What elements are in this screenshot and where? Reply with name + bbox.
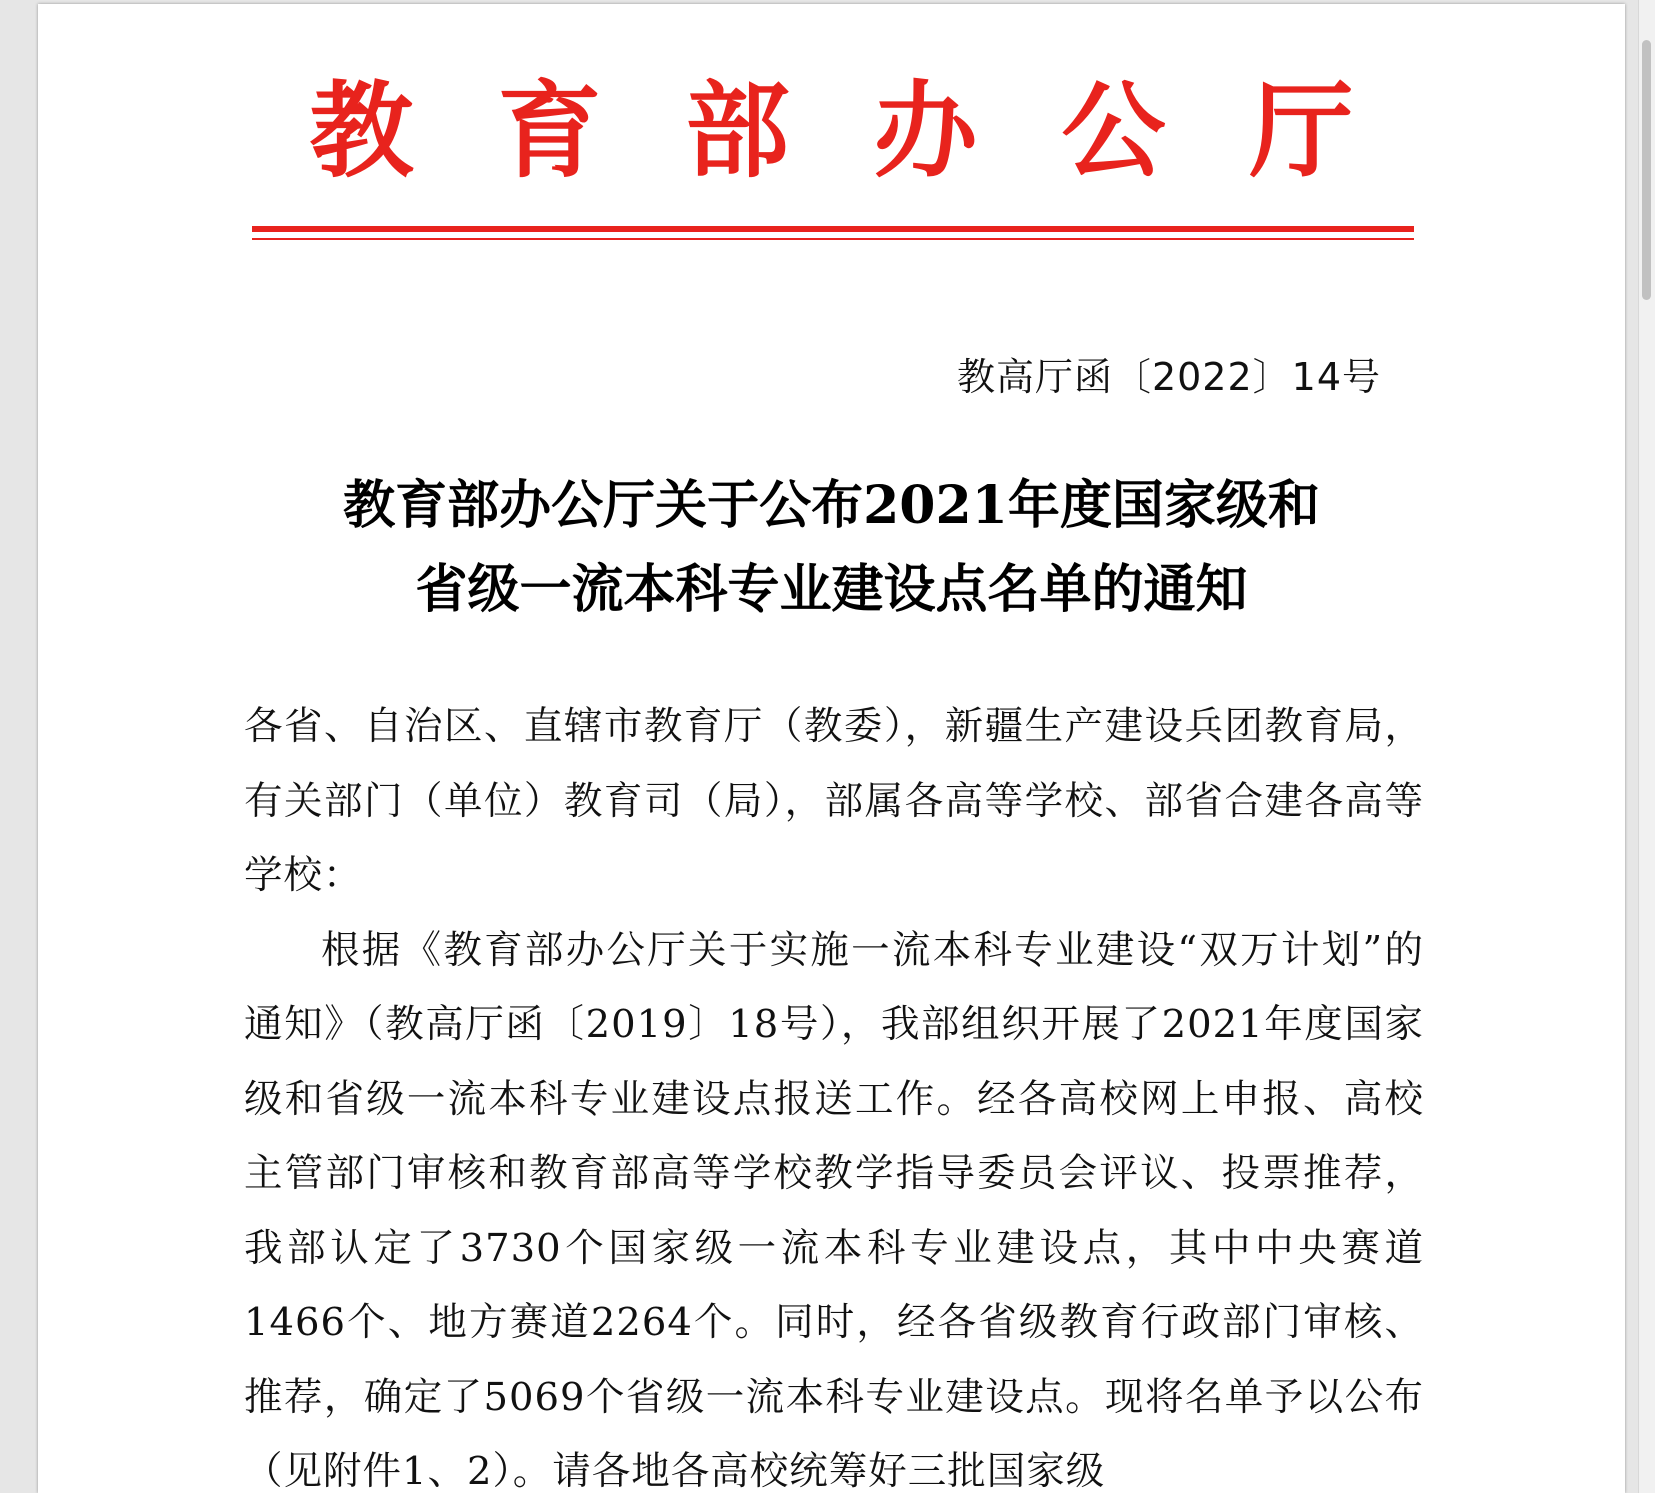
title-line-2: 省级一流本科专业建设点名单的通知 — [415, 559, 1248, 620]
document-body — [244, 690, 1424, 1493]
document-number: 教高厅函〔2022〕14号 — [956, 355, 1381, 399]
letterhead-org-name: 教育部办公厅 — [309, 69, 1438, 192]
vertical-scrollbar[interactable] — [1638, 0, 1655, 1493]
scrollbar-thumb[interactable] — [1642, 40, 1651, 300]
document-page — [38, 4, 1625, 1493]
letterhead-red-line — [252, 226, 1414, 232]
document-title — [38, 464, 1625, 632]
title-line-1: 教育部办公厅关于公布2021年度国家级和 — [343, 475, 1320, 536]
salutation: 各省、自治区、直辖市教育厅（教委），新疆生产建设兵团教育局，有关部门（单位）教育司（局），部属各高等学校、部省合建各高等学校： — [244, 704, 1424, 898]
body-paragraph: 根据《教育部办公厅关于实施一流本科专业建设“双万计划”的通知》（教高厅函〔2019〕18号），我部组织开展了2021年度国家级和省级一流本科专业建设点报送工作。经各高校网上申报、高校主管部门审核和教育部高等学校教学指导委员会评议、投票推荐，我部认定了3730个国家级一流本科专业建设点，其中中央赛道1466个、地方赛道2264个。同时，经各省级教育行政部门审核、推荐，确定了5069个省级一流本科专业建设点。现将名单予以公布（见附件1、2）。请各地各高校统筹好三批国家级 — [244, 927, 1424, 1493]
letterhead-red-line-thin — [252, 238, 1414, 240]
